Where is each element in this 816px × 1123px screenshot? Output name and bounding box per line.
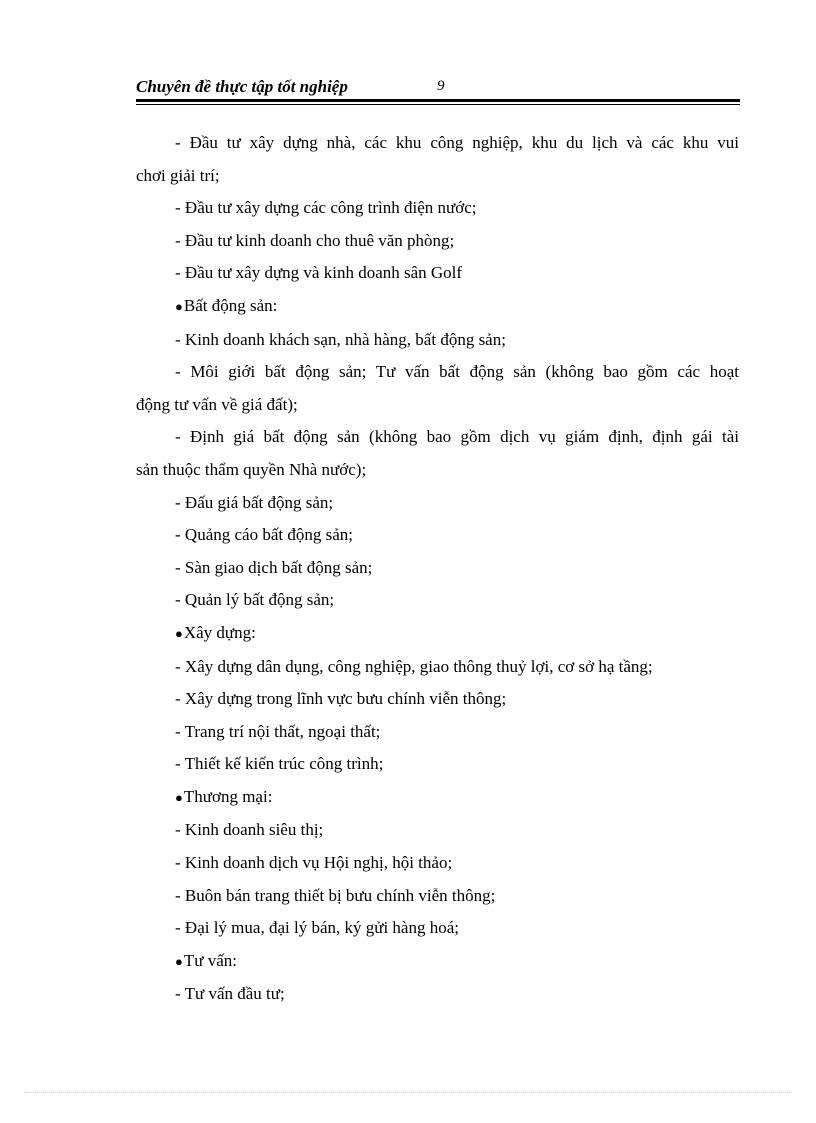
header-title: Chuyên đề thực tập tốt nghiệp	[136, 77, 348, 96]
list-item: - Thiết kế kiến trúc công trình;	[175, 754, 384, 774]
list-item-continuation: chơi giải trí;	[136, 165, 220, 185]
header-rule-thick	[136, 99, 740, 102]
list-item: - Kinh doanh dịch vụ Hội nghị, hội thảo;	[175, 853, 453, 873]
list-item: - Quảng cáo bất động sản;	[175, 525, 353, 545]
list-item: - Đầu tư kinh doanh cho thuê văn phòng;	[175, 230, 455, 250]
list-item: - Tư vấn đầu tư;	[175, 984, 285, 1004]
bullet-icon: ●	[175, 789, 183, 805]
bullet-icon: ●	[175, 953, 183, 969]
list-item: - Đầu tư xây dựng các công trình điện nước;	[175, 198, 477, 218]
section-heading-text: Thương mại:	[183, 786, 273, 806]
section-heading	[136, 617, 739, 651]
list-item: - Trang trí nội thất, ngoại thất;	[175, 721, 381, 741]
section-heading-text: Xây dựng:	[183, 622, 256, 642]
list-item: - Sàn giao dịch bất động sản;	[175, 557, 373, 577]
document-body	[136, 127, 739, 1011]
section-heading	[136, 290, 739, 324]
list-item: - Buôn bán trang thiết bị bưu chính viễn thông;	[175, 885, 496, 905]
bullet-icon: ●	[175, 625, 183, 641]
footer-divider	[24, 1092, 792, 1093]
header-rule-thin	[136, 104, 740, 105]
list-item: - Quản lý bất động sản;	[175, 590, 335, 610]
list-item: - Kinh doanh khách sạn, nhà hàng, bất động sản;	[175, 329, 506, 349]
list-item: - Đầu tư xây dựng và kinh doanh sân Golf	[175, 263, 463, 283]
list-item: - Môi giới bất động sản; Tư vấn bất động sản (không bao gồm các hoạt	[175, 362, 739, 382]
page-number: 9	[437, 78, 445, 94]
list-item: - Xây dựng trong lĩnh vực bưu chính viễn thông;	[175, 689, 507, 709]
list-item: - Định giá bất động sản (không bao gồm dịch vụ giám định, định gái tài	[175, 427, 739, 447]
section-heading-text: Bất động sản:	[183, 295, 278, 315]
section-heading	[136, 945, 739, 979]
list-item: - Xây dựng dân dụng, công nghiệp, giao thông thuỷ lợi, cơ sở hạ tầng;	[175, 656, 653, 676]
list-item: - Đấu giá bất động sản;	[175, 492, 334, 512]
list-item-continuation: động tư vấn về giá đất);	[136, 394, 298, 414]
list-item: - Đầu tư xây dựng nhà, các khu công nghiệp, khu du lịch và các khu vui	[175, 133, 739, 152]
list-item-continuation: sản thuộc thẩm quyền Nhà nước);	[136, 459, 367, 479]
section-heading	[136, 781, 739, 815]
bullet-icon: ●	[175, 298, 183, 314]
page-header	[136, 76, 740, 98]
list-item: - Kinh doanh siêu thị;	[175, 820, 324, 840]
list-item: - Đại lý mua, đại lý bán, ký gửi hàng hoá;	[175, 918, 459, 938]
section-heading-text: Tư vấn:	[183, 950, 237, 970]
